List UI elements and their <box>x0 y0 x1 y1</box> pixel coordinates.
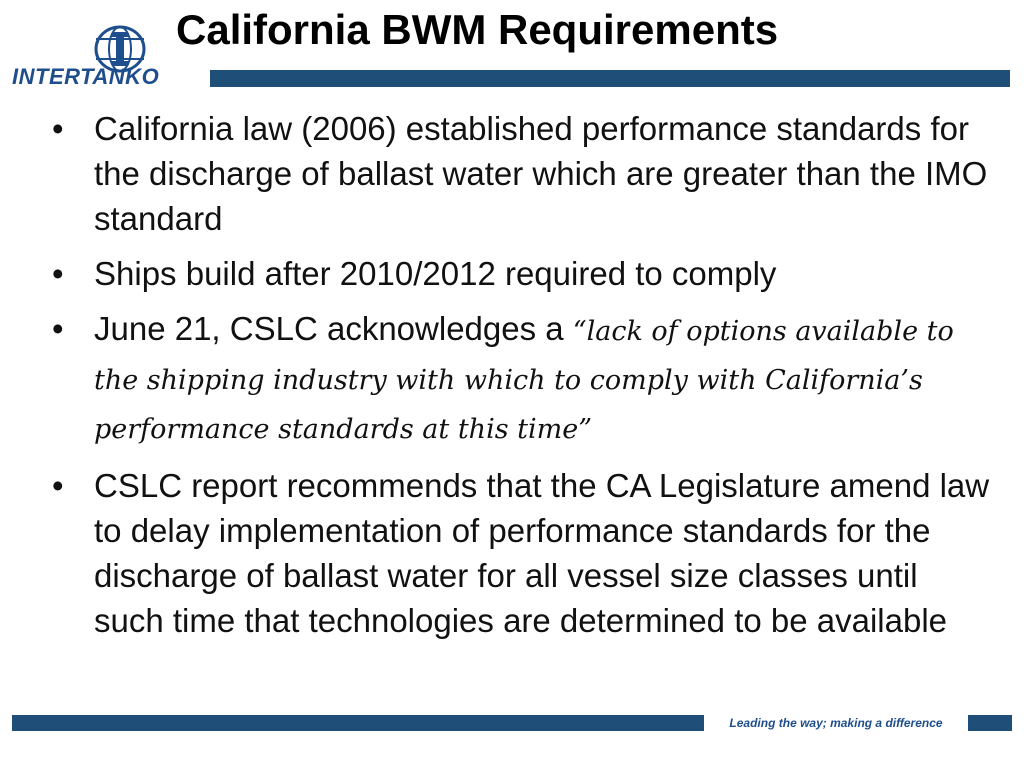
bullet-text: Ships build after 2010/2012 required to comply <box>94 255 777 292</box>
footer-tagline: Leading the way; making a difference <box>729 716 943 730</box>
bullet-quote: “lack of options available to the shipping industry with which to comply with California’s performance standards at this time” <box>94 316 954 445</box>
bullet-text: CSLC report recommends that the CA Legislature amend law to delay implementation of performance standards for the discharge of ballast water for all vessel size classes until such time that technologies are determined to be available <box>94 467 990 639</box>
bullet-point: • <box>52 467 64 504</box>
bullet-text: California law (2006) established performance standards for the discharge of ballast water which are greater than the IMO standard <box>94 110 988 237</box>
bullet-text: June 21, CSLC acknowledges a <box>94 310 573 347</box>
page-title: California BWM Requirements <box>176 6 779 53</box>
bullet-point: • <box>52 310 64 347</box>
bullet-list <box>52 106 992 653</box>
brand-name: INTERTANKO <box>12 64 160 89</box>
list-item <box>52 106 992 241</box>
footer-bar-right <box>968 715 1012 731</box>
list-item <box>52 306 992 453</box>
bullet-point: • <box>52 255 64 292</box>
header-bar <box>210 70 1010 87</box>
list-item <box>52 251 992 296</box>
footer-bar-left <box>12 715 704 731</box>
list-item <box>52 463 992 643</box>
bullet-point: • <box>52 110 64 147</box>
